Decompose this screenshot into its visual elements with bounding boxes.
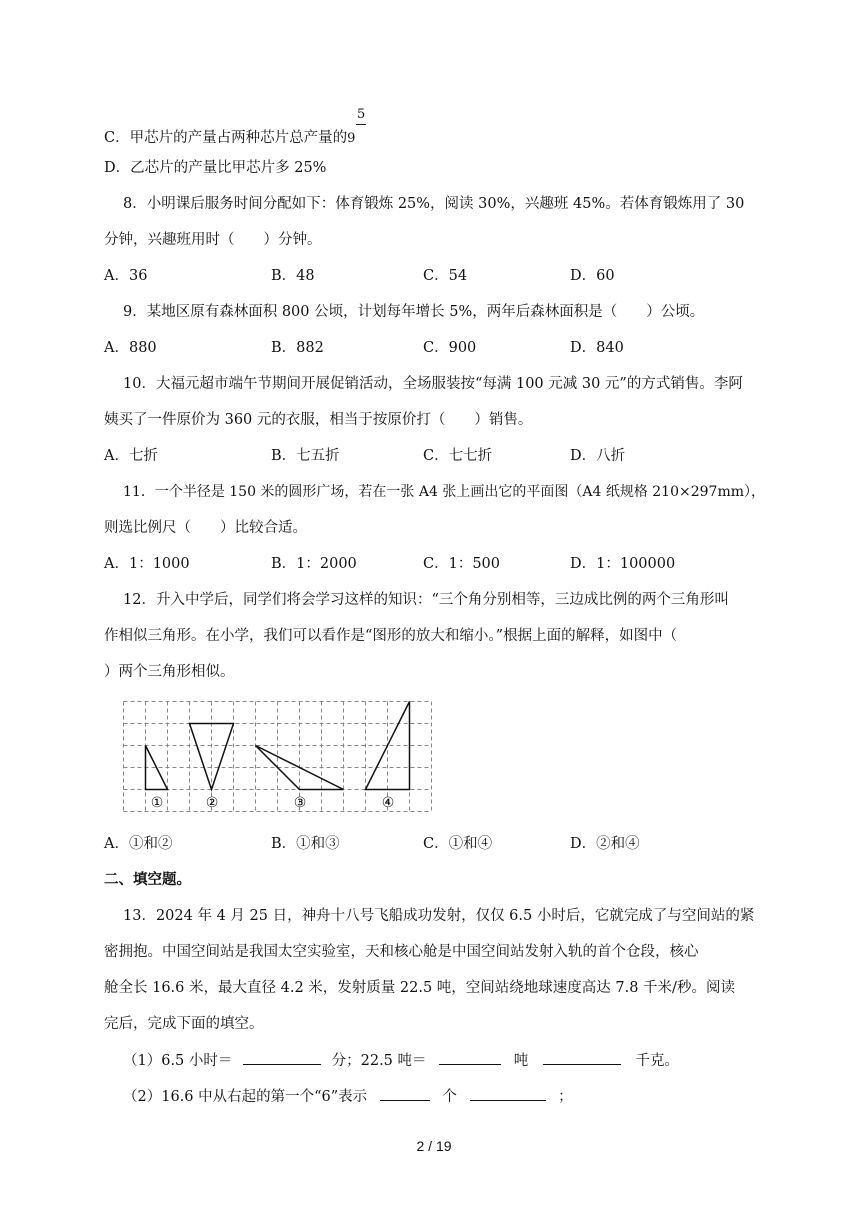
q10-option-a: A．七折 [104, 448, 158, 464]
q13-sub1-text-c: 吨 [513, 1053, 529, 1069]
blank-kilograms[interactable] [543, 1050, 621, 1065]
q8-stem-line1: 8．小明课后服务时间分配如下：体育锻炼 25%，阅读 30%，兴趣班 45%。若体育锻炼用了 30 [123, 196, 745, 212]
q12-stem-line3: ）两个三角形相似。 [104, 664, 235, 680]
q8-option-b: B．48 [271, 268, 315, 284]
q9-option-b: B．882 [271, 340, 324, 356]
q12-option-d: D．②和④ [570, 836, 640, 852]
triangle-1 [146, 746, 168, 790]
section-title-fill-in: 二、填空题。 [104, 871, 191, 888]
q10-stem-line1: 10．大福元超市端午节期间开展促销活动，全场服装按“每满 100 元减 30 元”的方式销售。李阿 [123, 376, 743, 392]
q10-option-c: C．七七折 [423, 448, 493, 464]
q12-stem-line2: 作相似三角形。在小学，我们可以看作是“图形的放大和缩小。”根据上面的解释，如图中（ [104, 628, 678, 644]
q7-option-d: D．乙芯片的产量比甲芯片多 25% [104, 160, 327, 176]
q9-option-c: C．900 [423, 340, 477, 356]
q13-stem-line2: 密拥抱。中国空间站是我国太空实验室，天和核心舱是中国空间站发射入轨的首个仓段，核心 [104, 944, 699, 960]
q12-option-b: B．①和③ [271, 836, 340, 852]
fraction-bar [356, 124, 366, 125]
q10-stem-line2: 姨买了一件原价为 360 元的衣服，相当于按原价打（ ）销售。 [104, 412, 533, 428]
q12-stem-line1: 12．升入中学后，同学们将会学习这样的知识：“三个角分别相等，三边成比例的两个三角形叫 [123, 592, 729, 608]
q12-option-c: C．①和④ [423, 836, 493, 852]
triangle-2-label: ② [205, 795, 219, 811]
q10-option-b: B．七五折 [271, 448, 340, 464]
q13-stem-line4: 完后，完成下面的填空。 [104, 1016, 264, 1032]
q9-stem-line1: 9．某地区原有森林面积 800 公顷，计划每年增长 5%，两年后森林面积是（ ）公顷。 [123, 304, 705, 320]
q12-option-a: A．①和② [104, 836, 173, 852]
blank-unit[interactable] [470, 1086, 546, 1101]
blank-count[interactable] [380, 1086, 430, 1101]
triangle-3-label: ③ [293, 795, 307, 811]
blank-minutes[interactable] [243, 1050, 321, 1065]
page-number: 2 / 19 [416, 1138, 452, 1154]
q11-option-b: B．1：2000 [271, 556, 357, 572]
q7-option-c [104, 128, 355, 149]
q10-option-d: D．八折 [570, 448, 626, 464]
q8-option-a: A．36 [104, 268, 148, 284]
q13-sub1 [123, 1050, 679, 1071]
triangle-1-label: ① [150, 795, 164, 811]
q11-stem-line2: 则选比例尺（ ）比较合适。 [104, 520, 307, 536]
q13-sub2-text-c: ； [558, 1089, 573, 1105]
q8-option-d: D．60 [570, 268, 615, 284]
q11-stem-line1: 11．一个半径是 150 米的圆形广场，若在一张 A4 张上画出它的平面图（A4 纸规格 210×297mm）， [123, 484, 765, 500]
q8-option-c: C．54 [423, 268, 468, 284]
q13-stem-line1: 13．2024 年 4 月 25 日，神舟十八号飞船成功发射，仅仅 6.5 小时后，它就完成了与空间站的紧 [123, 908, 755, 924]
q9-option-d: D．840 [570, 340, 624, 356]
q13-sub1-text-b: 分；22.5 吨＝ [331, 1053, 427, 1069]
q13-sub2 [123, 1086, 573, 1107]
triangle-4-label: ④ [381, 795, 395, 811]
q11-option-c: C．1：500 [423, 556, 500, 572]
blank-tons[interactable] [439, 1050, 501, 1065]
q13-stem-line3: 舱全长 16.6 米，最大直径 4.2 米，发射质量 22.5 吨，空间站绕地球速度高达 7.8 千米/秒。阅读 [104, 980, 735, 996]
q7-option-c-text: C．甲芯片的产量占两种芯片总产量的 [104, 130, 348, 146]
q11-option-d: D．1：100000 [570, 556, 676, 572]
triangles-grid-figure [123, 701, 433, 819]
q8-stem-line2: 分钟，兴趣班用时（ ）分钟。 [104, 232, 322, 248]
q13-sub1-text-a: （1）6.5 小时＝ [123, 1053, 233, 1069]
fraction-numerator: 5 [357, 107, 366, 122]
q11-option-a: A．1：1000 [104, 556, 190, 572]
q13-sub1-text-d: 千克。 [635, 1053, 679, 1069]
q13-sub2-text-a: （2）16.6 中从右起的第一个“6”表示 [123, 1089, 368, 1105]
fraction-denominator: 9 [347, 131, 356, 146]
q9-option-a: A．880 [104, 340, 157, 356]
q13-sub2-text-b: 个 [442, 1089, 457, 1105]
